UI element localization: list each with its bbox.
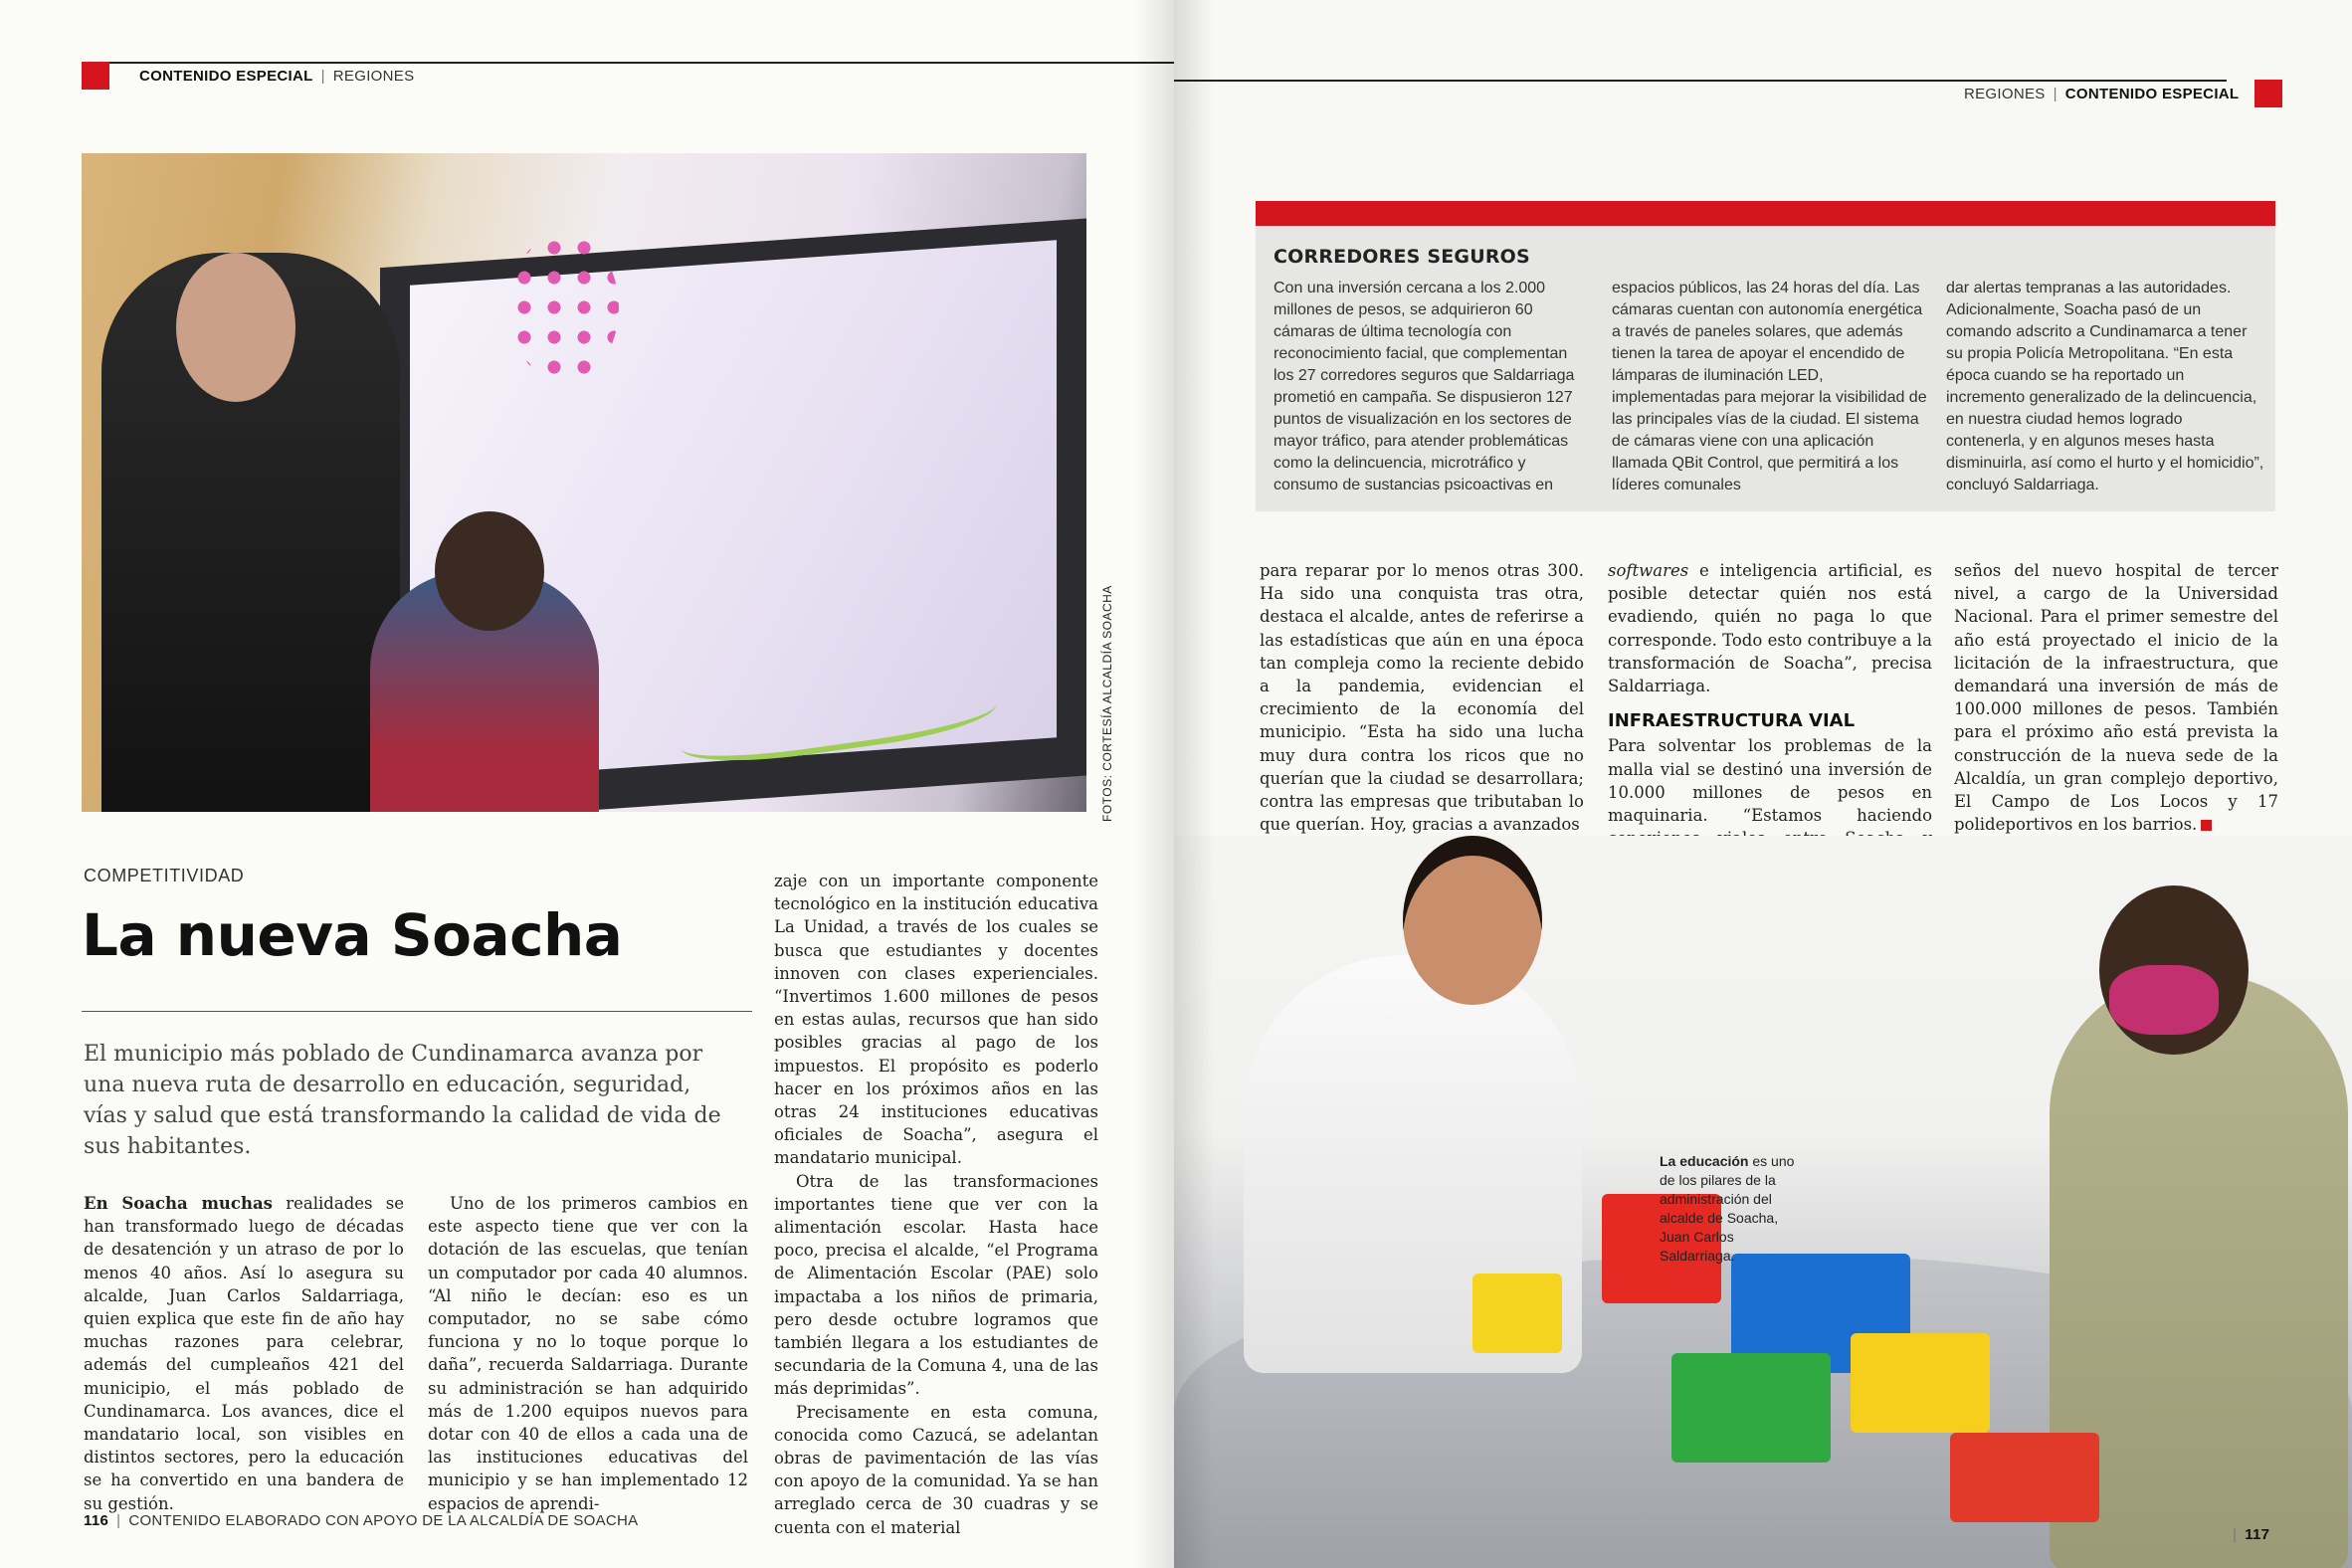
- running-header: CONTENIDO ESPECIAL | REGIONES: [139, 68, 415, 85]
- header-subsection: REGIONES: [1964, 86, 2046, 102]
- sidebar-box: [1256, 201, 2275, 511]
- gutter-shadow-right: [1174, 0, 1214, 1568]
- end-mark: [2201, 820, 2212, 831]
- headline: La nueva Soacha: [82, 901, 623, 969]
- sidebar-column-1: Con una inversión cercana a los 2.000 millones de pesos, se adquirieron 60 cámaras de última tecnología con reconocimiento facial, que complementan los 27 corredores seguros que Saldarriaga prometió en campaña. Se dispusieron 127 puntos de visualización en los sectores de mayor tráfico, para atender problemáticas como la delincuencia, microtráfico y consumo de sustancias psicoactivas en: [1274, 280, 1575, 493]
- lead-paragraph: El municipio más poblado de Cundinamarca avanza por una nueva ruta de desarrollo en educación, seguridad, vías y salud que está transformando la calidad de vida de sus habitantes.: [84, 1042, 721, 1159]
- article-column-2: Uno de los primeros cambios en este aspecto tiene que ver con la dotación de las escuelas, que tenían un computador por cada 40 alumnos. “Al niño le decían: eso es un computador, no se sabe cómo funciona y no lo toque porque lo daña”, recuerda Saldarriaga. Durante su administración se han adquirido más de 1.200 equipos nuevos para dotar con 40 de ellos a cada una de las instituciones educativas del municipio y se han implementado 12 espacios de aprendi-: [428, 1194, 748, 1513]
- lead-in: En Soacha muchas: [84, 1194, 273, 1213]
- header-section: CONTENIDO ESPECIAL: [2064, 86, 2240, 102]
- gutter-shadow-left: [1134, 0, 1174, 1568]
- header-section: CONTENIDO ESPECIAL: [139, 68, 313, 85]
- page-folio-right: | 117: [2233, 1526, 2270, 1543]
- photo-caption: La educación es uno de los pilares de la administración del alcalde de Soacha, Juan Carlos Saldarriaga.: [1660, 1153, 1795, 1264]
- article-column-1: En Soacha muchas realidades se han transformado luego de décadas de desatención y un atraso de por lo menos 40 años. Así lo asegura su alcalde, Juan Carlos Saldarriaga, quien explica que este fin de año hay muchas razones para celebrar, además del cumpleaños 421 del municipio, el más poblado de Cundinamarca. Los avances, dice el mandatario local, son visibles en distintos sectores, pero la educación se ha convertido en una bandera de su gestión.: [84, 1194, 404, 1513]
- sidebar-column-2: espacios públicos, las 24 horas del día. Las cámaras cuentan con autonomía energética a través de paneles solares, que además tienen la tarea de apoyar el encendido de lámparas de iluminación LED, implementadas para mejorar la visibilidad de las principales vías de la ciudad. El sistema de cámaras viene con una aplicación llamada QBit Control, que permitirá a los líderes comunales: [1612, 280, 1927, 493]
- photo-credit: FOTOS: CORTESÍA ALCALDÍA SOACHA: [1100, 585, 1114, 822]
- page-number: 116: [84, 1512, 109, 1529]
- right-column-2: softwares e inteligencia artificial, es posible detectar quién nos está evadiendo, quién no paga lo que corresponde. Todo esto contribuye a la transformación de Soacha”, precisa Saldarriaga. INFRAESTRUCTURA VIAL Para solventar los problemas de la malla vial se destinó una inversión de 10.000 millones de pesos en maquinaria. “Estamos haciendo: [1608, 561, 1932, 826]
- header-red-block-right: [2254, 80, 2282, 107]
- headline-rule: [82, 1011, 752, 1012]
- section-kicker: COMPETITIVIDAD: [84, 866, 245, 885]
- right-column-3: seños del nuevo hospital de tercer nivel, a cargo de la Universidad Nacional. Para el primer semestre del año está proyectado el inicio de la licitación de la infraestructura, que demandará una inversión de más de 100.000 millones de pesos. También para el próximo año está prevista la construcción de la nueva sede de la Alcaldía, un gran complejo deportivo, El Campo de Los Locos y 17 polideportivos en los barrios.: [1954, 561, 2278, 835]
- header-rule: [109, 62, 1174, 64]
- classroom-smartboard-photo: [82, 153, 1086, 812]
- header-rule-right: [1174, 80, 2227, 82]
- folio-text: CONTENIDO ELABORADO CON APOYO DE LA ALCALDÍA DE SOACHA: [128, 1512, 639, 1529]
- page-number: 117: [2245, 1526, 2270, 1543]
- left-page: [0, 0, 1174, 1568]
- sidebar-title: CORREDORES SEGUROS: [1274, 246, 1530, 268]
- subhead-infraestructura: INFRAESTRUCTURA VIAL: [1608, 710, 1856, 732]
- sidebar-column-3: dar alertas tempranas a las autoridades. Adicionalmente, Soacha pasó de un comando adscrito a Cundinamarca a tener su propia Policía Metropolitana. “En esta época cuando se ha reportado un incremento generalizado de la delincuencia, en nuestra ciudad hemos logrado contenerla, y en algunos meses hasta disminuirla, así como el hurto y el homicidio”, concluyó Saldarriaga.: [1946, 280, 2264, 493]
- right-column-1: para reparar por lo menos otras 300. Ha sido una conquista tras otra, destaca el alcalde, antes de referirse a las estadísticas que aún en una época tan compleja como la reciente debido a la pandemia, evidencian el crecimiento de la economía del municipio. “Esta ha sido una lucha muy dura contra los ricos que no querían que la ciudad se desarrollara; contra las empresas que tributaban lo que querían. Hoy, gracias a avanzados: [1260, 561, 1584, 835]
- header-subsection: REGIONES: [332, 68, 415, 85]
- running-header-right: REGIONES | CONTENIDO ESPECIAL: [1964, 86, 2240, 102]
- mayor-with-child-lego-photo: [1174, 836, 2352, 1568]
- header-red-block: [82, 62, 109, 90]
- page-folio-left: 116 | CONTENIDO ELABORADO CON APOYO DE LA ALCALDÍA DE SOACHA: [84, 1512, 639, 1529]
- article-column-3: zaje con un importante componente tecnológico en la institución educativa La Unidad, a través de los cuales se busca que estudiantes y docentes innoven con clases experienciales. “Invertimos 1.600 millones de pesos en estas aulas, recursos que han sido posibles gracias al pago de los impuestos. El propósito es poderlo hacer en los próximos años en las otras 24 instituciones educativas oficiales de Soacha”, asegura el mandatario municipal. Otra de las transformaciones importantes tiene que ver con la alimentación escolar. Hasta hace poco, precisa el alcalde, “el Programa de Alimentación Escolar (PAE) solo impactaba a los niños de primaria, pero desde octubre logramos que también llegara a los estudiantes de secundaria de la Comuna 4, una de las más deprimidas”. Precisamente en esta comuna, conocida como Cazucá, se adelantan obras de pavimentación de las vías con apoyo de la comunidad. Ya se han arreglado cerca de 30 cuadras y se cuenta con el material: [774, 872, 1098, 1537]
